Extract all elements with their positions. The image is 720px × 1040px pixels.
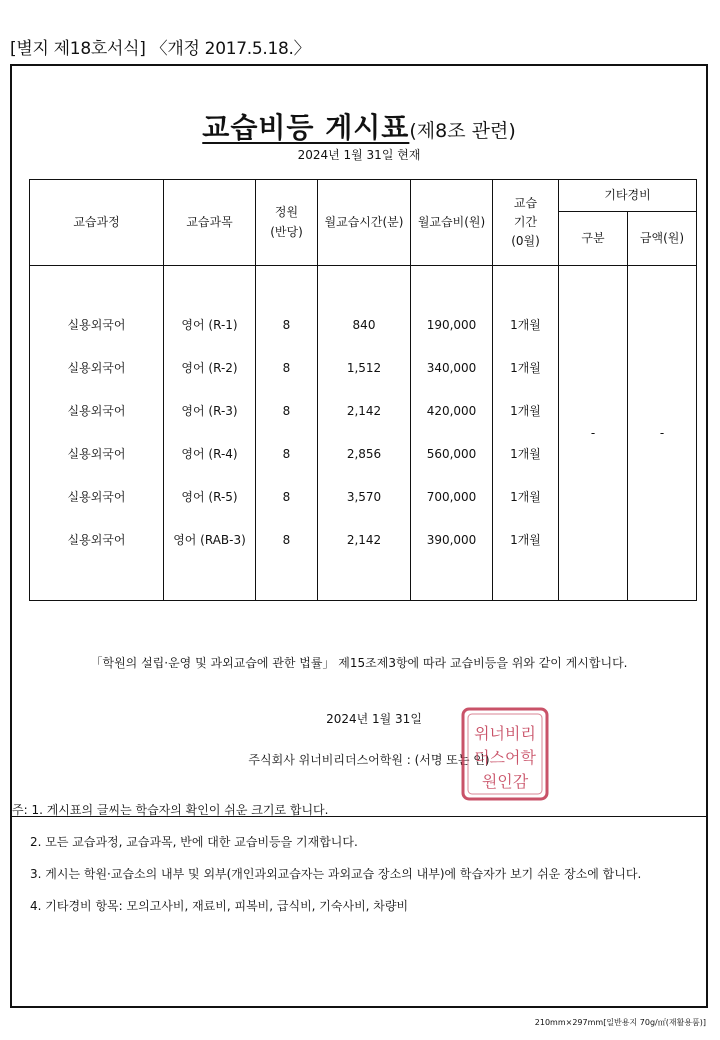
cell-subject: 영어 (R-2) bbox=[181, 361, 238, 375]
cell-period: 1개월 bbox=[510, 318, 541, 332]
cell-subject: 영어 (R-5) bbox=[181, 490, 238, 504]
form-label: [별지 제18호서식] 〈개정 2017.5.18.〉 bbox=[10, 39, 311, 59]
header-course: 교습과정 bbox=[30, 180, 164, 266]
signature-date: 2024년 1월 31일 bbox=[326, 712, 422, 726]
header-other-costs: 기타경비 bbox=[559, 180, 697, 212]
note-item: 주: 1. 게시표의 글씨는 학습자의 확인이 쉬운 크기로 합니다. bbox=[12, 803, 329, 817]
issuer-line: 주식회사 위너비리더스어학원 : (서명 또는 인) bbox=[248, 753, 490, 767]
cell-capacity: 8 bbox=[282, 318, 291, 332]
cell-course: 실용외국어 bbox=[67, 533, 126, 547]
paper-spec: 210mm×297mm[일반용지 70g/㎡(재활용품)] bbox=[534, 1018, 706, 1027]
cell-course: 실용외국어 bbox=[67, 361, 126, 375]
cell-subject: 영어 (R-4) bbox=[181, 447, 238, 461]
cell-period: 1개월 bbox=[510, 361, 541, 375]
document-title: 교습비등 게시표 bbox=[202, 111, 410, 144]
header-monthly-hours: 월교습시간(분) bbox=[318, 180, 411, 266]
fee-table bbox=[29, 179, 697, 601]
header-subject: 교습과목 bbox=[164, 180, 256, 266]
period-column bbox=[493, 266, 559, 601]
header-monthly-fee: 월교습비(원) bbox=[411, 180, 493, 266]
course-column bbox=[30, 266, 164, 601]
cell-hours: 2,142 bbox=[346, 404, 382, 418]
note-item: 2. 모든 교습과정, 교습과목, 반에 대한 교습비등을 기재합니다. bbox=[30, 835, 358, 849]
cell-hours: 3,570 bbox=[346, 490, 382, 504]
cell-course: 실용외국어 bbox=[67, 318, 126, 332]
capacity-column bbox=[256, 266, 318, 601]
cell-capacity: 8 bbox=[282, 361, 291, 375]
legal-notice: 「학원의 설립·운영 및 과외교습에 관한 법률」 제15조제3항에 따라 교습비등을 위와 같이 게시합니다. bbox=[90, 656, 628, 670]
cell-subject: 영어 (R-1) bbox=[181, 318, 238, 332]
cell-capacity: 8 bbox=[282, 447, 291, 461]
header-capacity: 정원 (반당) bbox=[256, 180, 318, 266]
cell-fee: 700,000 bbox=[426, 490, 477, 504]
cell-fee: 560,000 bbox=[426, 447, 477, 461]
hours-column bbox=[318, 266, 411, 601]
cell-fee: 340,000 bbox=[426, 361, 477, 375]
note-item: 4. 기타경비 항목: 모의고사비, 재료비, 피복비, 급식비, 기숙사비, 차량비 bbox=[30, 899, 409, 913]
cell-capacity: 8 bbox=[282, 404, 291, 418]
official-seal bbox=[460, 706, 550, 802]
cell-fee: 420,000 bbox=[426, 404, 477, 418]
cell-hours: 2,142 bbox=[346, 533, 382, 547]
cell-capacity: 8 bbox=[282, 490, 291, 504]
notes bbox=[12, 800, 641, 928]
note-item: 3. 게시는 학원·교습소의 내부 및 외부(개인과외교습자는 과외교습 장소의 내부)에 학습자가 보기 쉬운 장소에 합니다. bbox=[30, 867, 642, 881]
seal-line: 원인감 bbox=[481, 772, 529, 791]
cell-fee: 390,000 bbox=[426, 533, 477, 547]
header-other-type: 구분 bbox=[559, 212, 628, 266]
cell-subject: 영어 (RAB-3) bbox=[173, 533, 246, 547]
cell-fee: 190,000 bbox=[426, 318, 477, 332]
cell-course: 실용외국어 bbox=[67, 490, 126, 504]
cell-period: 1개월 bbox=[510, 490, 541, 504]
document-title-suffix: (제8조 관련) bbox=[409, 120, 516, 142]
cell-other-amount: - bbox=[628, 266, 697, 601]
seal-line: 위너비리 bbox=[474, 724, 536, 743]
cell-subject: 영어 (R-3) bbox=[181, 404, 238, 418]
cell-course: 실용외국어 bbox=[67, 404, 126, 418]
subject-column bbox=[164, 266, 256, 601]
cell-course: 실용외국어 bbox=[67, 447, 126, 461]
cell-other-type: - bbox=[559, 266, 628, 601]
cell-hours: 840 bbox=[352, 318, 376, 332]
fee-column bbox=[411, 266, 493, 601]
cell-period: 1개월 bbox=[510, 404, 541, 418]
cell-hours: 2,856 bbox=[346, 447, 382, 461]
cell-period: 1개월 bbox=[510, 447, 541, 461]
title-block bbox=[12, 106, 706, 146]
seal-line: 더스어학 bbox=[474, 748, 536, 767]
header-other-amount: 금액(원) bbox=[628, 212, 697, 266]
cell-hours: 1,512 bbox=[346, 361, 382, 375]
header-period: 교습 기간 (0월) bbox=[493, 180, 559, 266]
cell-period: 1개월 bbox=[510, 533, 541, 547]
as-of-date: 2024년 1월 31일 현재 bbox=[297, 148, 421, 162]
cell-capacity: 8 bbox=[282, 533, 291, 547]
